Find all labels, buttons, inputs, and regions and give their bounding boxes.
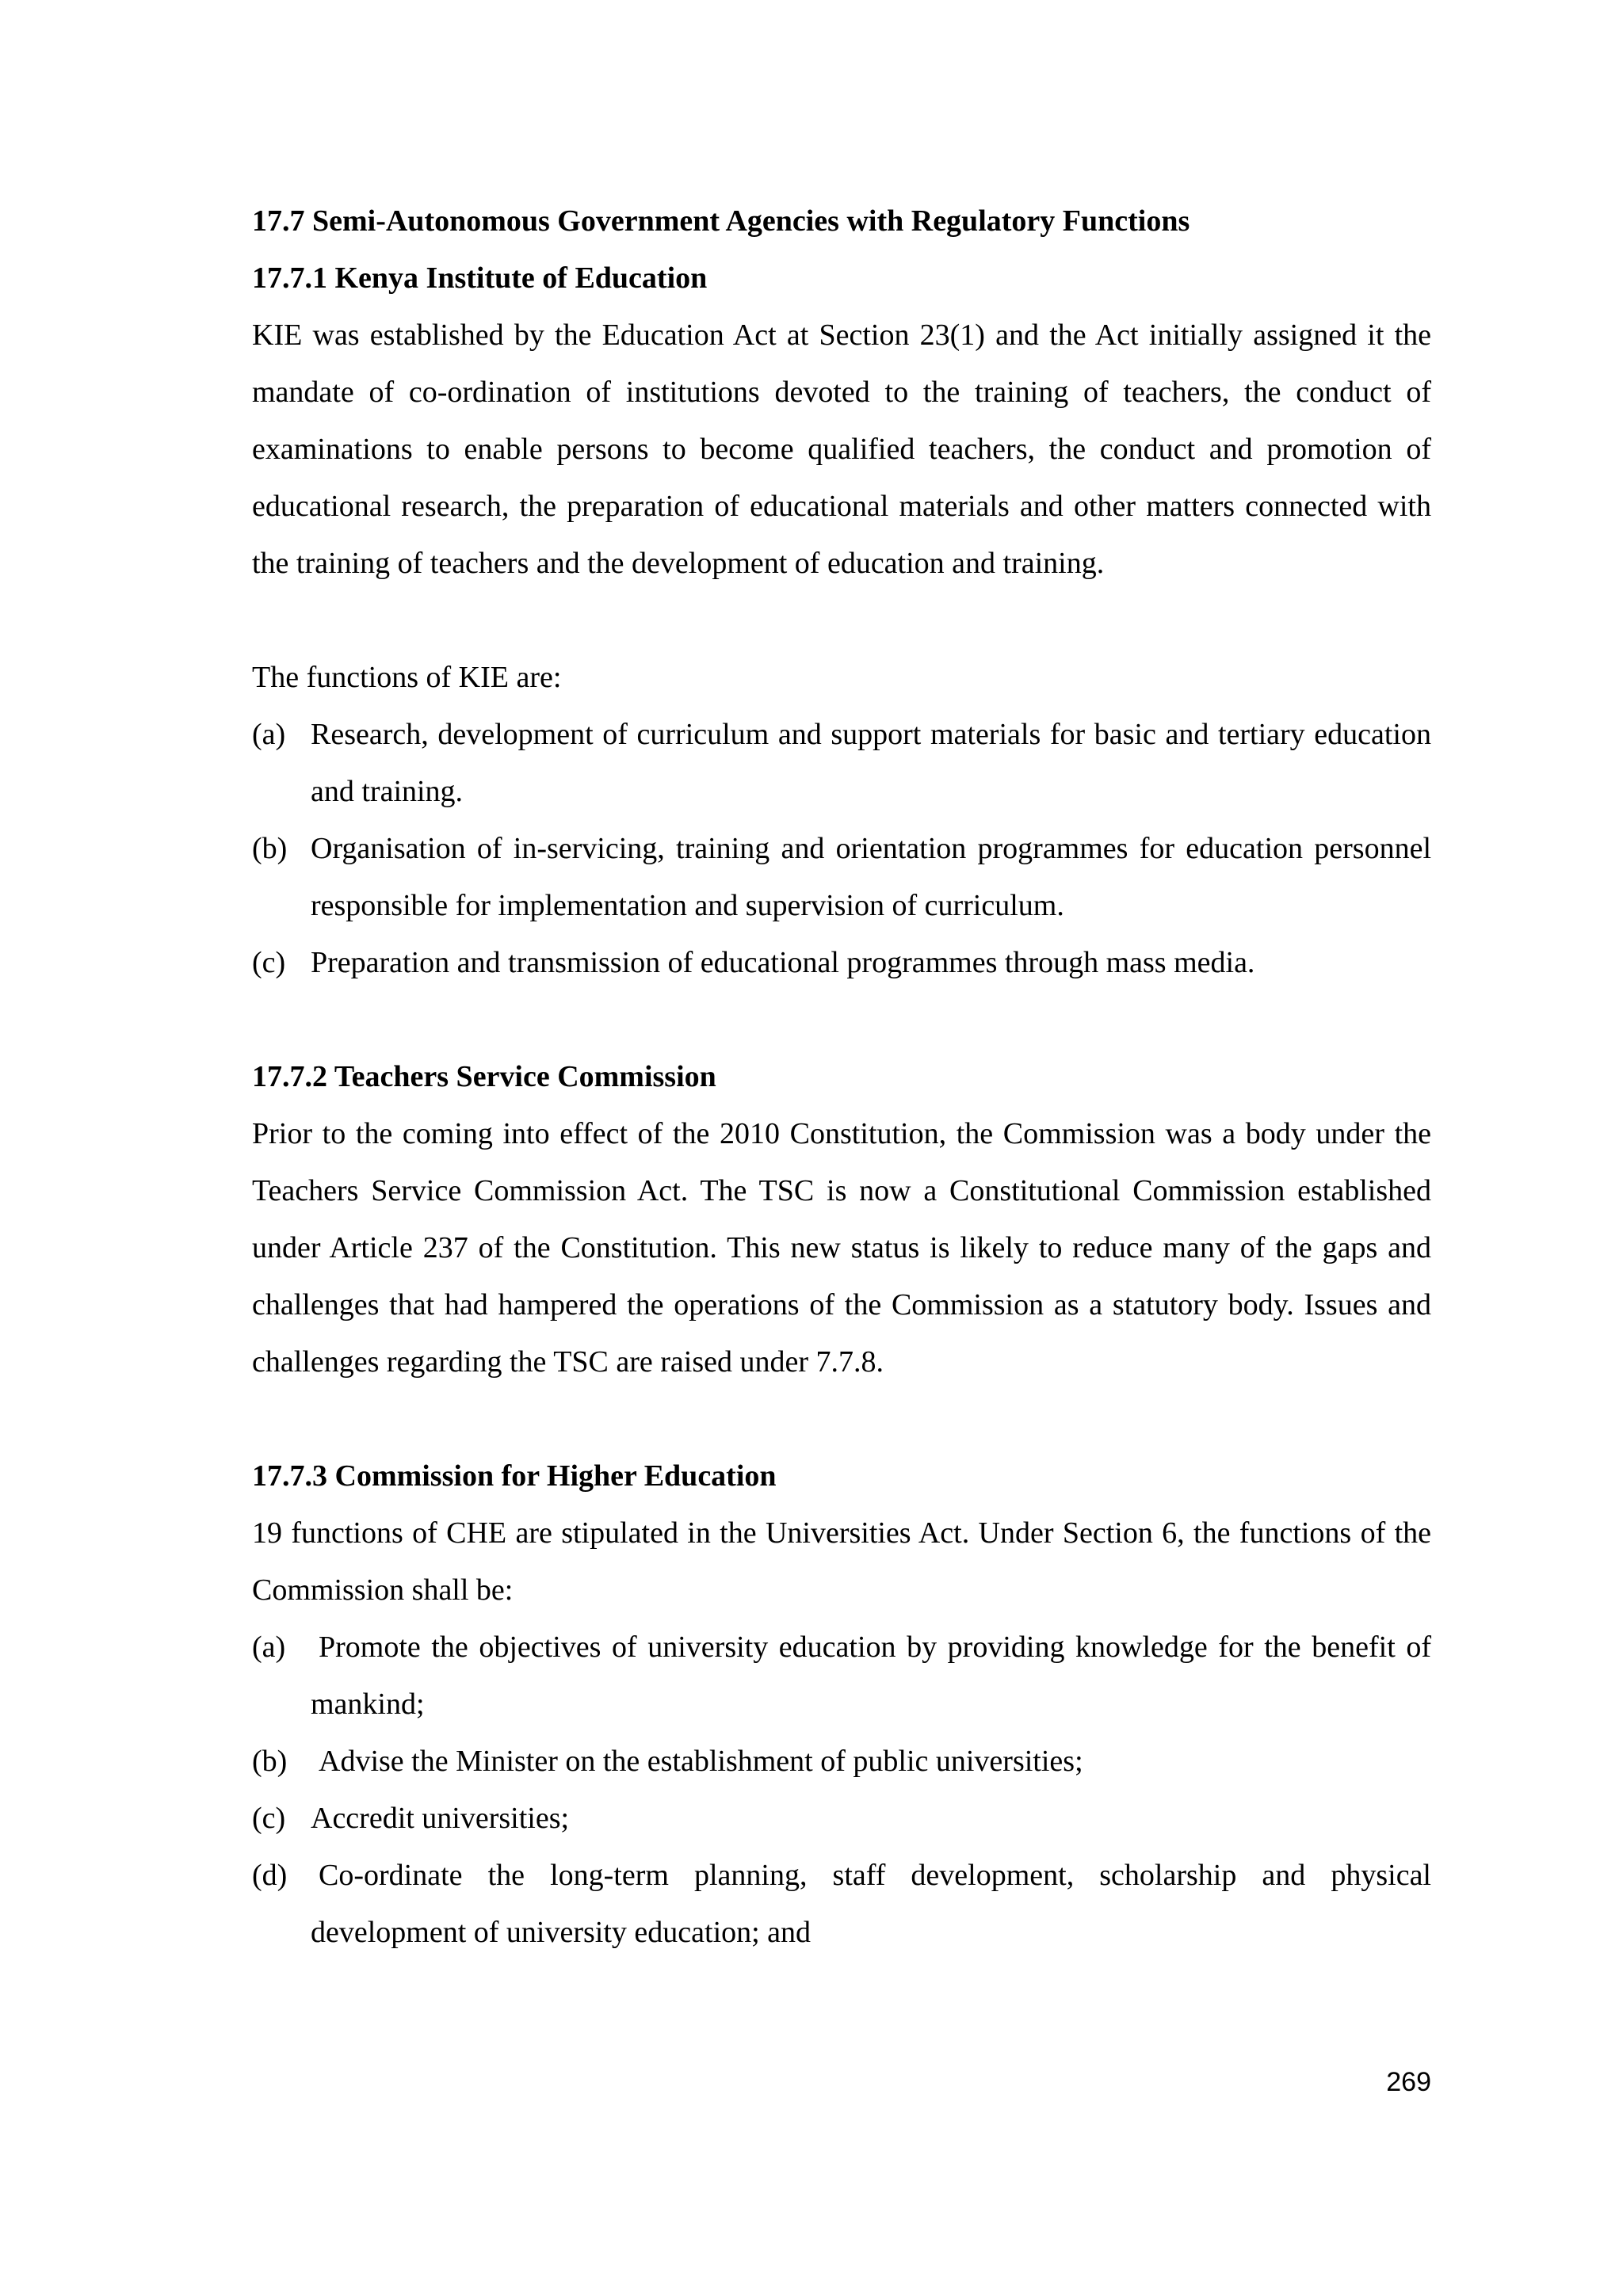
list-item — [252, 1733, 1431, 1790]
document-page — [252, 193, 1431, 1961]
list-item-text: Promote the objectives of university education by providing knowledge for the benefit of mankind; — [311, 1630, 1431, 1721]
section-heading-17-7: 17.7 Semi-Autonomous Government Agencies with Regulatory Functions — [252, 204, 1190, 238]
list-item-label: (a) — [252, 1630, 286, 1664]
list-item — [252, 934, 1431, 991]
list-item-label: (b) — [252, 1745, 288, 1778]
list-item — [252, 706, 1431, 820]
list-item — [252, 1847, 1431, 1961]
list-item-label: (a) — [252, 718, 286, 751]
list-item-label: (b) — [252, 832, 288, 865]
spacer — [252, 592, 1431, 649]
page-number: 269 — [1386, 2067, 1431, 2097]
list-item-text: Advise the Minister on the establishment of public universities; — [319, 1745, 1083, 1778]
list-item-text: Organisation of in-servicing, training and orientation programmes for education personnel responsible for implementation and supervision of curriculum. — [311, 832, 1431, 922]
kie-functions-intro: The functions of KIE are: — [252, 661, 562, 694]
kie-paragraph: KIE was established by the Education Act at Section 23(1) and the Act initially assigned it the mandate of co-ordination of institutions devoted to the training of teachers, the conduct of examinations to enable persons to become qualified teachers, the conduct and promotion of educational research, the preparation of educational materials and other matters connected with the training of teachers and the development of education and training. — [252, 318, 1431, 580]
tsc-paragraph: Prior to the coming into effect of the 2010 Constitution, the Commission was a body under the Teachers Service Commission Act. The TSC is now a Constitutional Commission established under Article 237 of the Constitution. This new status is likely to reduce many of the gaps and challenges that had hampered the operations of the Commission as a statutory body. Issues and challenges regarding the TSC are raised under 7.7.8. — [252, 1117, 1431, 1379]
list-item — [252, 820, 1431, 934]
section-heading-17-7-2: 17.7.2 Teachers Service Commission — [252, 1060, 716, 1093]
list-item-label: (d) — [252, 1859, 288, 1892]
spacer — [252, 991, 1431, 1048]
section-heading-17-7-1: 17.7.1 Kenya Institute of Education — [252, 261, 708, 295]
list-item-text: Co-ordinate the long-term planning, staff development, scholarship and physical development of university education; and — [311, 1859, 1431, 1949]
che-paragraph: 19 functions of CHE are stipulated in the Universities Act. Under Section 6, the functions of the Commission shall be: — [252, 1516, 1431, 1607]
list-item-label: (c) — [252, 946, 286, 979]
list-item-text: Preparation and transmission of educational programmes through mass media. — [311, 946, 1255, 979]
list-item-text: Accredit universities; — [311, 1802, 570, 1835]
section-heading-17-7-3: 17.7.3 Commission for Higher Education — [252, 1459, 777, 1493]
spacer — [252, 1390, 1431, 1447]
list-item — [252, 1619, 1431, 1733]
list-item — [252, 1790, 1431, 1847]
list-item-text: Research, development of curriculum and support materials for basic and tertiary education and training. — [311, 718, 1431, 808]
list-item-label: (c) — [252, 1802, 286, 1835]
